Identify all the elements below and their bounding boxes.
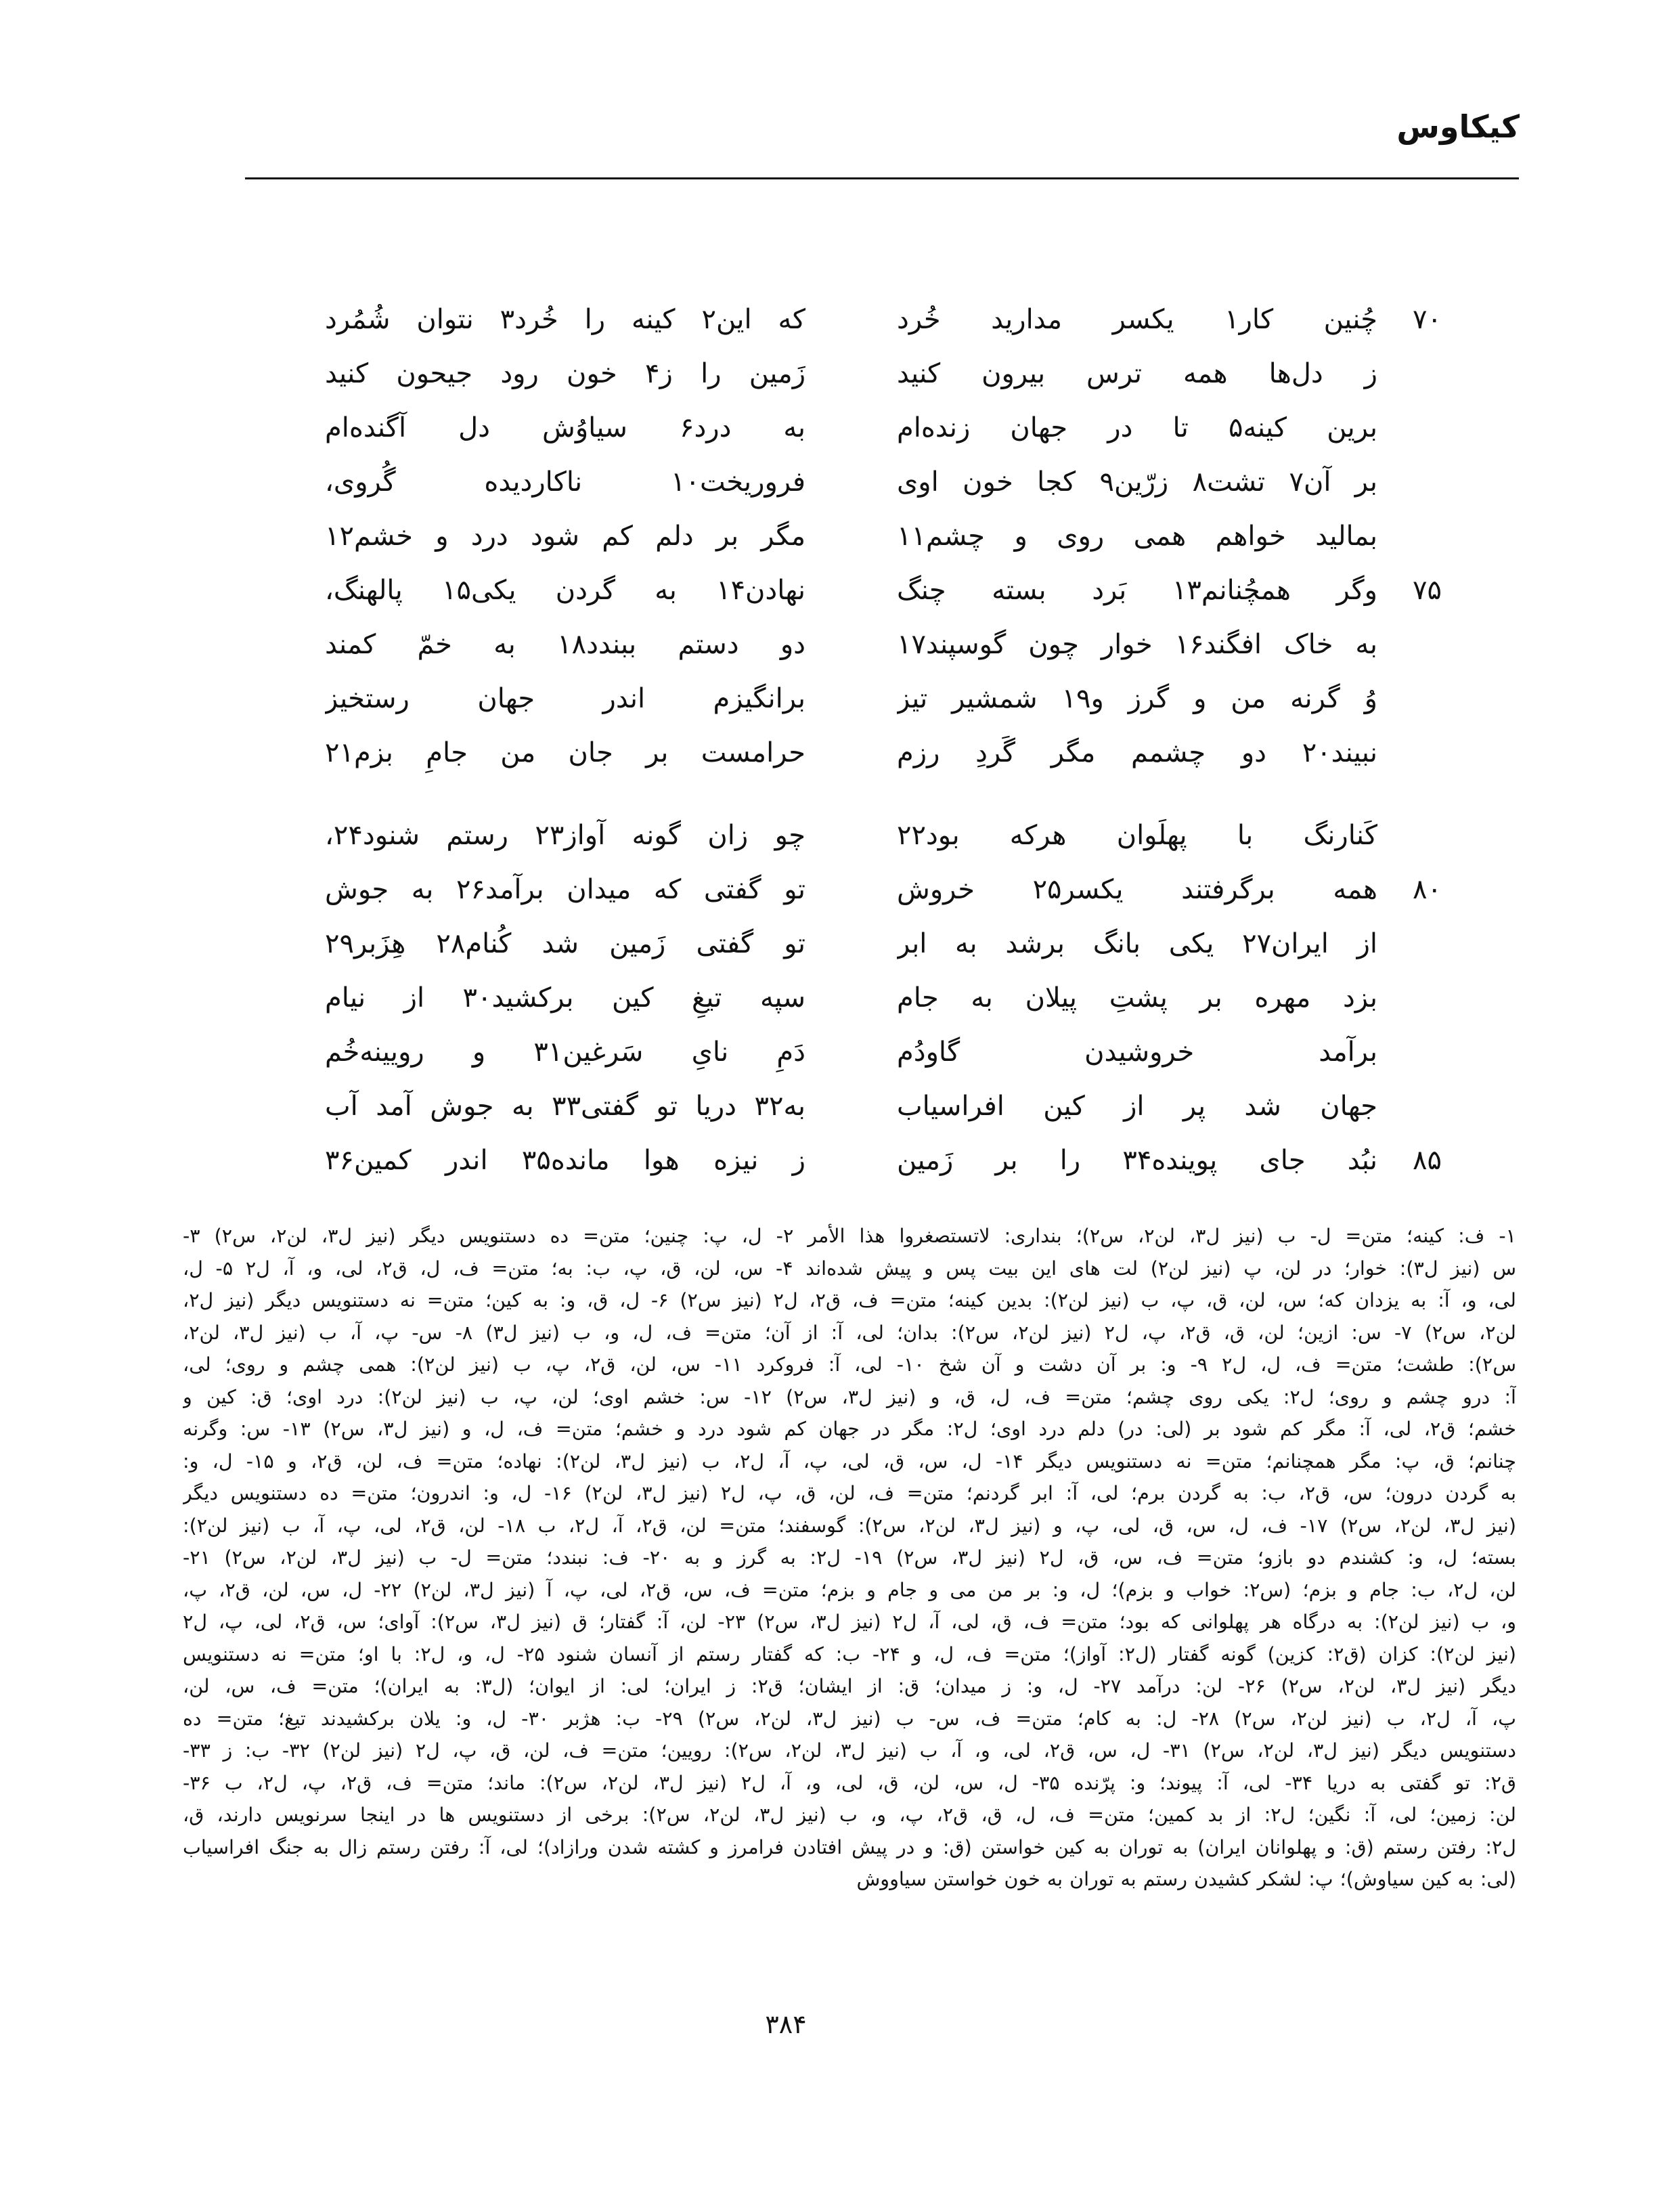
apparatus-line: دستنویس دیگر (نیز ل۳، لن۲، س۲) ۳۱- ل، س، ق۲، لی، و، آ، ب (نیز ل۳، لن۲، س۲): رویین؛ متن= ف، لن، ق، پ، ل۲ (نیز لن۲) ۳۲- ب: ز ۳۳- [183, 1739, 1516, 1762]
couplet-row [325, 292, 1442, 347]
hemistich-left: تو گفتی که میدان برآمد۲۶ به جوش [325, 874, 805, 905]
apparatus-line: لن، ل۲، ب: جام و بزم؛ (س۲: خواب و بزم)؛ ل، و: بر من می و جام و بزم؛ متن= ف، س، ق۲، لی، پ، آ (نیز ل۳، لن۲) ۲۲- ل، س، لن، ق۲، پ، [183, 1578, 1516, 1601]
hemistich-left: ز نیزه هوا مانده۳۵ اندر کمین۳۶ [325, 1145, 805, 1176]
hemistich-left: به درد۶ سیاوُش دل آگنده‌ام [325, 412, 805, 443]
apparatus-line: به گردن درون؛ س، ق۲، ب: به گردن برم؛ لی، آ: ابر گردنم؛ متن= ف، لن، ق، پ، ل۲ (نیز ل۳، لن۲) ۱۶- ل، و: اندرون؛ متن= ده دستنویس دیگر [183, 1482, 1516, 1504]
hemistich-left: تو گفتی زَمین شد کُنام۲۸ هِزَبر۲۹ [325, 928, 805, 959]
apparatus-line: چنانم؛ ق، پ: مگر همچنانم؛ متن= نه دستنویس دیگر ۱۴- ل، س، ق، لی، پ، آ، ل۲، ب (نیز ل۳، لن۲): نهاده؛ متن= ف، لن، ق۲، و ۱۵- ل، و: [183, 1450, 1516, 1473]
hemistich-right: برآمد خروشیدن گاودُم [897, 1037, 1377, 1068]
hemistich-left: حرامست بر جان من جامِ بزم۲۱ [325, 737, 805, 768]
couplet-row [325, 672, 1442, 726]
hemistich-left: فروریخت۱۰ ناکاردیده گُروی، [325, 466, 805, 498]
couplet-row [325, 1025, 1442, 1079]
hemistich-right: کَنارنگ با پهلَوان هرکه بود۲۲ [897, 820, 1377, 851]
couplet-row [325, 1079, 1442, 1133]
couplet-row [325, 509, 1442, 563]
apparatus-line: (نیز لن۲): کزان (ق۲: کزین) گونه گفتار (ل۲: آواز)؛ متن= ف، ل، و ۲۴- ب: که گفتار رستم از آنسان شنود ۲۵- ل، و، ل۲: با او؛ متن= نه دستنویس [183, 1642, 1516, 1665]
apparatus-line: دیگر (نیز ل۳، لن۲، س۲) ۲۶- لن: درآمد ۲۷- ل، و: ز میدان؛ ق: از ایشان؛ ق۲: ز ایران؛ لی: از ایوان؛ (ل۳: به ایران)؛ متن= ف، س، لن، [183, 1675, 1516, 1697]
apparatus-line: لی، و، آ: به یزدان که؛ س، لن، ق، پ، ب (نیز لن۲): بدین کینه؛ متن= ف، ق۲، ل۲ (نیز س۲) ۶- ل، ق، و: به کین؛ متن= نه دستنویس دیگر (نیز ل۲، [183, 1289, 1516, 1311]
couplet-row [325, 917, 1442, 971]
hemistich-right: ز دل‌ها همه ترس بیرون کنید [897, 358, 1377, 389]
couplet-row [325, 347, 1442, 401]
hemistich-left: دو دستم ببندد۱۸ به خمّ کمند [325, 629, 805, 660]
hemistich-right: جهان شد پر از کین افراسیاب [897, 1091, 1377, 1122]
page-number: ۳۸۴ [765, 2009, 807, 2039]
hemistich-left: نهادن۱۴ به گردن یکی۱۵ پالهنگ، [325, 575, 805, 606]
hemistich-left: دَمِ نایِ سَرغین۳۱ و رویینه‌خُم [325, 1037, 805, 1068]
hemistich-right: وُ گرنه من و گرز و۱۹ شمشیر تیز [897, 683, 1377, 714]
couplet-row [325, 808, 1442, 863]
apparatus-line: لن: زمین؛ لی، آ: نگین؛ ل۲: از بد کمین؛ متن= ف، ل، ق، ق۲، پ، و، ب (نیز ل۳، لن۲، س۲): برخی از دستنویس ها در اینجا سرنویس دارند، ق، [183, 1804, 1516, 1826]
couplet-row [325, 455, 1442, 509]
hemistich-left: زَمین را ز۴ خون رود جیحون کنید [325, 358, 805, 389]
couplet-row [325, 563, 1442, 617]
hemistich-right: چُنین کار۱ یکسر مدارید خُرد [897, 304, 1377, 335]
hemistich-left: چو زان گونه آواز۲۳ رستم شنود۲۴، [325, 820, 805, 851]
poem-block [325, 292, 1442, 1188]
apparatus-line: ل۲: رفتن رستم (ق: و پهلوانان ایران) به توران به کین خواستن (ق: و در پیش افتادن فرامرز و کشته شدن ورازاد)؛ لی، آ: رفتن رستم زال به جنگ افراسیاب [183, 1835, 1516, 1858]
apparatus-line: بسته؛ ل، و: کشندم دو بازو؛ متن= ف، س، ق، ل۲ (نیز ل۳، س۲) ۱۹- ل۲: به گرز و به ۲۰- ف: نبندد؛ متن= ل- ب (نیز ل۳، لن۲، س۲) ۲۱- [183, 1546, 1516, 1569]
header-rule [245, 177, 1519, 179]
hemistich-right: نبُد جای پوینده۳۴ را بر زَمین [897, 1145, 1377, 1176]
hemistich-right: بزد مهره بر پشتِ پیلان به جام [897, 982, 1377, 1014]
verse-number: ۸۵ [1413, 1145, 1442, 1176]
hemistich-left: مگر بر دلم کم شود درد و خشم۱۲ [325, 521, 805, 552]
hemistich-left: به۳۲ دریا تو گفتی۳۳ به جوش آمد آب [325, 1091, 805, 1122]
apparatus-line: لن۲، س۲) ۷- س: ازین؛ لن، ق، ق۲، پ، ل۲ (نیز لن۲، س۲): بدان؛ لی، آ: از آن؛ متن= ف، ل، و، ب (نیز ل۳) ۸- س- پ، آ، ب (نیز ل۳، لن۲، [183, 1321, 1516, 1344]
hemistich-right: به خاک افگند۱۶ خوار چون گوسپند۱۷ [897, 629, 1377, 660]
running-head: کیکاوس [1396, 108, 1520, 145]
apparatus-line: س (نیز ل۳): خوار؛ در لن، پ (نیز لن۲) لت های این بیت پس و پیش شده‌اند ۴- س، لن، ق، پ، ب: به؛ متن= ف، ل، ق۲، لی، و، آ، ل۲ ۵- ل، [183, 1257, 1516, 1280]
hemistich-right: همه برگرفتند یکسر۲۵ خروش [897, 874, 1377, 905]
hemistich-left: که این۲ کینه را خُرد۳ نتوان شُمُرد [325, 304, 805, 335]
apparatus-line: ۱- ف: کینه؛ متن= ل- ب (نیز ل۳، لن۲، س۲)؛ بنداری: لاتستصغروا هذا الأمر ۲- ل، پ: چنین؛ متن= ده دستنویس دیگر (نیز ل۳، لن۲، س۲) ۳- [183, 1225, 1516, 1247]
couplet-row [325, 863, 1442, 917]
hemistich-right: بر آن۷ تشت۸ زرّین۹ کجا خون اوی [897, 466, 1377, 498]
verse-number: ۸۰ [1413, 874, 1442, 905]
apparatus-line: خشم؛ ق۲، لی، آ: مگر کم شود بر (لی: در) دلم درد اوی؛ ل۲: مگر در جهان کم شود درد و خشم؛ متن= ف، ل، و (نیز ل۳، س۲) ۱۳- س: وگرنه [183, 1418, 1516, 1440]
apparatus-line: س۲): طشت؛ متن= ف، ل، ل۲ ۹- و: بر آن دشت و آن شخ ۱۰- لی، آ: فروکرد ۱۱- س، لن، ق۲، پ، ب (نیز لن۲): همی چشم و روی؛ لی، [183, 1353, 1516, 1376]
couplet-row [325, 726, 1442, 780]
hemistich-right: نبیند۲۰ دو چشمم مگر گَردِ رزم [897, 737, 1377, 768]
apparatus-line: و، ب (نیز لن۲): به درگاه هر پهلوانی که بود؛ متن= ف، ق، لی، آ، ل۲ (نیز ل۳، س۲) ۲۳- لن، آ: گفتار؛ ق (نیز ل۳، س۲): آوای؛ س، ق۲، لی، پ، ل۲ [183, 1611, 1516, 1633]
apparatus-line: آ: درو چشم و روی؛ ل۲: یکی روی چشم؛ متن= ف، ل، ق، و (نیز ل۳، س۲) ۱۲- س: خشم اوی؛ لن، پ، ب (نیز لن۲): درد اوی؛ ق: کین و [183, 1385, 1516, 1408]
couplet-row [325, 617, 1442, 672]
apparatus-line: پ، آ، ل۲، ب (نیز لن۲، س۲) ۲۸- ل: به کام؛ متن= ف، س- ب (نیز ل۳، لن۲، س۲) ۲۹- ب: هژبر ۳۰- ل، و: یلان برکشیدند تیغ؛ متن= ده [183, 1707, 1516, 1730]
hemistich-left: سپه تیغِ کین برکشید۳۰ از نیام [325, 982, 805, 1014]
apparatus-line: ق۲: تو گفتی به دریا ۳۴- لی، آ: پیوند؛ و: پرّنده ۳۵- ل، س، لن، ق، لی، و، آ، ل۲ (نیز ل۳، لن۲، س۲): ماند؛ متن= ف، ق۲، پ، ل۲، ب ۳۶- [183, 1771, 1516, 1794]
verse-number: ۷۰ [1413, 304, 1442, 335]
hemistich-right: بمالید خواهم همی روی و چشم۱۱ [897, 521, 1377, 552]
apparatus-line: (نیز ل۳، لن۲، س۲) ۱۷- ف، ل، س، ق، لی، پ، و (نیز ل۳، لن۲، س۲): گوسفند؛ متن= لن، ق۲، آ، ل۲، ب ۱۸- لن، ق۲، لی، پ، آ، ب (نیز لن۲): [183, 1514, 1516, 1537]
critical-apparatus [183, 1220, 1516, 1896]
couplet-row [325, 1133, 1442, 1188]
couplet-row [325, 401, 1442, 455]
hemistich-right: وگر همچُنانم۱۳ بَرد بسته چنگ [897, 575, 1377, 606]
verse-number: ۷۵ [1413, 575, 1442, 606]
apparatus-line: (لی: به کین سیاوش)؛ پ: لشکر کشیدن رستم به توران به خون خواستن سیاووش [856, 1868, 1516, 1890]
hemistich-right: برین کینه۵ تا در جهان زنده‌ام [897, 412, 1377, 443]
hemistich-right: از ایران۲۷ یکی بانگ برشد به ابر [897, 928, 1377, 959]
hemistich-left: برانگیزم اندر جهان رستخیز [325, 683, 805, 714]
couplet-row [325, 971, 1442, 1025]
